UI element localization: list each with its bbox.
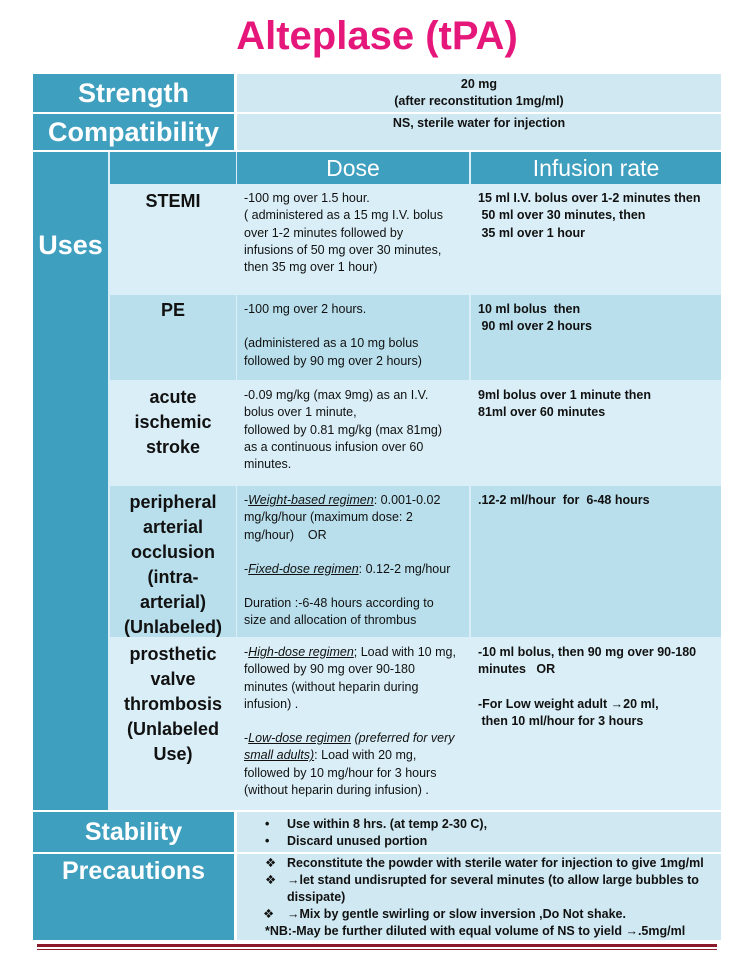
dose-cell-stroke: [237, 381, 469, 485]
dose-cell-stemi: [237, 184, 469, 294]
stability-label: Stability: [33, 812, 234, 852]
compatibility-label: Compatibility: [33, 114, 234, 150]
rate-cell-stemi: [471, 184, 721, 294]
row-label-line: stroke: [145, 437, 201, 457]
low-dose-label: Low-dose regimen: [248, 731, 352, 746]
dose-text: : 0.001-0.02: [373, 493, 441, 507]
prefix: -: [244, 493, 249, 507]
page-title: Alteplase (tPA): [236, 14, 518, 58]
rate-line: 81ml over 60 minutes: [478, 405, 606, 420]
row-label-line: (Unlabeled: [126, 719, 219, 739]
row-label-line: peripheral: [129, 492, 217, 512]
list-item: ❖ →let stand undisrupted for several minutes (to allow large bubbles to: [265, 873, 699, 887]
row-label-line: arterial): [139, 592, 207, 612]
dose-text: ; Load with 10 mg,: [353, 645, 456, 659]
dose-line: [244, 730, 463, 747]
rate-line: 9ml bolus over 1 minute then: [478, 388, 651, 402]
low-dose-label-2: small adults): [244, 748, 315, 763]
row-label-pvt: [110, 638, 236, 810]
rate-cell-pe: [471, 295, 721, 380]
row-label-line: acute: [149, 387, 197, 407]
dose-line: [244, 644, 463, 661]
rate-line: -For Low weight adult →20 ml,: [478, 696, 659, 711]
rate-line: .12-2 ml/hour for 6-48 hours: [478, 493, 650, 507]
rate-line: 50 ml over 30 minutes, then: [478, 208, 646, 223]
row-label-line: occlusion: [130, 542, 215, 562]
rate-cell-stroke: [471, 381, 721, 485]
compatibility-value: NS, sterile water for injection: [237, 114, 721, 150]
rate-cell-pao: [471, 486, 721, 637]
row-label-line: valve: [150, 669, 196, 689]
row-label-line: prosthetic: [129, 644, 217, 664]
diamond-icon: ❖: [263, 907, 275, 921]
rate-line: -10 ml bolus, then 90 mg over 90-180: [478, 645, 697, 659]
dose-line: (administered as a 10 mg bolus: [244, 336, 419, 351]
row-label-pao: [110, 486, 236, 637]
strength-line-2: (after reconstitution 1mg/ml): [394, 94, 564, 108]
dose-line: size and allocation of thrombus: [244, 613, 417, 628]
strength-label: Strength: [33, 74, 234, 112]
dose-line: then 35 mg over 1 hour): [244, 260, 378, 275]
dose-cell-pe: [237, 295, 469, 380]
dose-line: [244, 492, 463, 509]
row-label-line: ischemic: [134, 412, 212, 432]
stability-list: [237, 816, 721, 850]
dose-line: [244, 561, 463, 578]
stability-value: [237, 812, 721, 852]
dose-line: minutes (without heparin during: [244, 679, 419, 694]
weight-based-label: Weight-based regimen: [248, 493, 374, 507]
precautions-note: *NB:-May be further diluted with equal volume of NS to yield →.5mg/ml: [265, 924, 686, 938]
list-item: • Use within 8 hrs. (at temp 2-30 C),: [265, 817, 488, 831]
dose-cell-pvt: [237, 638, 469, 810]
dose-line: over 1-2 minutes followed by: [244, 225, 404, 240]
list-item: ❖ →Mix by gentle swirling or slow inversion ,Do Not shake.: [263, 907, 626, 921]
low-dose-paren: (preferred for very: [351, 731, 455, 746]
list-item-continued: dissipate): [287, 890, 346, 904]
dose-line: mg/hour) OR: [244, 527, 327, 542]
row-label-pe: PE: [110, 295, 236, 380]
precautions-list: [237, 855, 721, 923]
footer-divider: [37, 944, 717, 947]
dose-line: Duration :-6-48 hours according to: [244, 596, 434, 611]
dose-line: (without heparin during infusion) .: [244, 783, 429, 798]
precautions-label: Precautions: [33, 854, 234, 940]
rate-header: Infusion rate: [471, 152, 721, 184]
bullet-icon: •: [265, 817, 270, 831]
dose-line: followed by 90 mg over 2 hours): [244, 353, 422, 368]
high-dose-label: High-dose regimen: [248, 645, 354, 659]
rate-line: 10 ml bolus then: [478, 302, 581, 316]
dose-text: : 0.12-2 mg/hour: [358, 561, 451, 576]
list-item: ❖ Reconstitute the powder with sterile water for injection to give 1mg/ml: [265, 856, 704, 870]
dose-line: infusions of 50 mg over 30 minutes,: [244, 242, 442, 257]
dose-line: ( administered as a 15 mg I.V. bolus: [244, 208, 443, 223]
row-label-line: thrombosis: [123, 694, 222, 714]
dose-line: followed by 0.81 mg/kg (max 81mg): [244, 422, 443, 437]
row-label-line: Use): [153, 744, 193, 764]
dose-cell-pao: [237, 486, 469, 637]
strength-line-1: 20 mg: [460, 77, 498, 91]
dose-line: bolus over 1 minute,: [244, 405, 357, 420]
uses-header-blank: [110, 152, 236, 184]
dose-line: [244, 747, 463, 764]
dose-line: -0.09 mg/kg (max 9mg) as an I.V.: [244, 388, 429, 402]
dose-line: followed by 10 mg/hour for 3 hours: [244, 765, 437, 780]
dose-line: infusion) .: [244, 696, 299, 711]
uses-label: Uses: [33, 152, 108, 810]
row-label-line: (intra-: [147, 567, 199, 587]
rate-line: 35 ml over 1 hour: [478, 225, 585, 240]
bullet-icon: •: [265, 834, 270, 848]
row-label-stemi: STEMI: [110, 184, 236, 294]
list-item: • Discard unused portion: [265, 834, 428, 848]
fixed-dose-label: Fixed-dose regimen: [248, 561, 359, 576]
prefix: -: [244, 645, 249, 659]
dose-line: -100 mg over 2 hours.: [244, 302, 367, 316]
prefix: -: [244, 731, 249, 746]
row-label-line: arterial: [142, 517, 204, 537]
dose-line: as a continuous infusion over 60: [244, 439, 424, 454]
precautions-value: [237, 854, 721, 940]
footer-divider-thin: [37, 949, 717, 950]
rate-cell-pvt: [471, 638, 721, 810]
dose-line: mg/kg/hour (maximum dose: 2: [244, 510, 413, 525]
row-label-stroke: [110, 381, 236, 485]
dose-text: : Load with 20 mg,: [314, 748, 417, 763]
diamond-icon: ❖: [265, 856, 277, 870]
rate-line: then 10 ml/hour for 3 hours: [478, 713, 644, 728]
prefix: -: [244, 561, 249, 576]
rate-line: minutes OR: [478, 662, 556, 677]
dose-line: -100 mg over 1.5 hour.: [244, 191, 370, 205]
strength-value: [237, 74, 721, 112]
rate-line: 15 ml I.V. bolus over 1-2 minutes then: [478, 191, 701, 205]
diamond-icon: ❖: [265, 873, 277, 887]
dose-line: minutes.: [244, 457, 292, 472]
dose-line: followed by 90 mg over 90-180: [244, 662, 415, 677]
dose-header: Dose: [237, 152, 469, 184]
rate-line: 90 ml over 2 hours: [478, 319, 592, 334]
row-label-line: (Unlabeled): [123, 617, 222, 637]
